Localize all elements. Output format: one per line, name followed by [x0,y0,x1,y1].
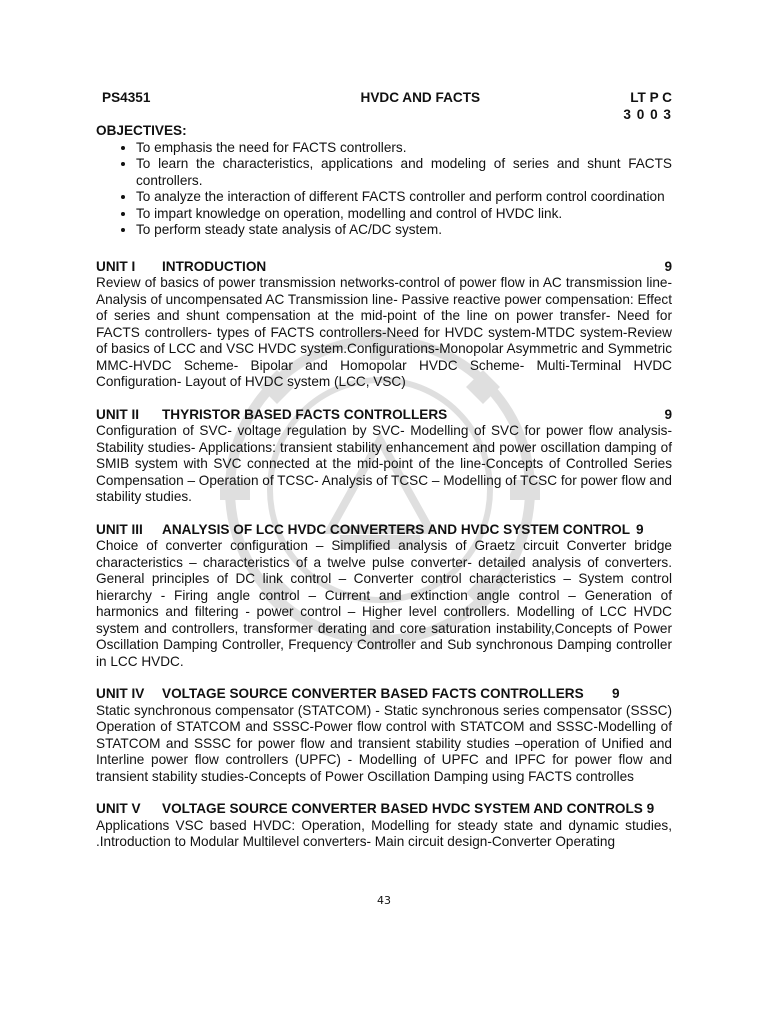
unit-hours: 9 [636,521,644,537]
unit-name: ANALYSIS OF LCC HVDC CONVERTERS AND HVDC SYSTEM CONTROL [162,521,631,537]
unit-number: UNIT II [96,406,140,422]
objective-item: • To analyze the interaction of different FACTS controller and perform control coordination [136,189,672,206]
ltpc-values: 3 0 0 3 [623,106,672,122]
course-header [96,90,672,107]
unit-body: Applications VSC based HVDC: Operation, Modelling for steady state and dynamic studies, .Introduction to Modular Multilevel converters- Main circuit design-Converter Operating [96,817,672,849]
unit-section [96,686,672,785]
unit-number: UNIT I [96,258,136,274]
unit-body: Static synchronous compensator (STATCOM) - Static synchronous series compensator (SSSC) Operation of STATCOM and SSSC-Power flow control with STATCOM and SSSC-Modelling of STATCOM and SSSC for power flow and transient stability studies –operation of Unified and Interline power flow controllers (UPFC) - Modelling of UPFC and IPFC for power flow and transient stability studies-Concepts of Power Oscillation Damping using FACTS controlles [96,702,672,784]
unit-number: UNIT V [96,801,141,816]
unit-number: UNIT III [96,521,143,537]
unit-hours: 9 [664,406,672,422]
unit-heading [96,407,672,424]
unit-heading [96,259,672,276]
unit-hours: 9 [612,686,620,701]
page-number: 43 [377,894,391,907]
unit-name: THYRISTOR BASED FACTS CONTROLLERS [162,406,448,422]
objective-item: • To impart knowledge on operation, modelling and control of HVDC link. [136,206,672,223]
unit-name: INTRODUCTION [162,258,267,274]
unit-section [96,259,672,391]
unit-section [96,407,672,506]
objective-item: • To emphasis the need for FACTS controllers. [136,140,672,157]
unit-heading [96,801,672,818]
unit-body: Configuration of SVC- voltage regulation by SVC- Modelling of SVC for power flow analysis-Stability studies- Applications: transient stability enhancement and power oscillation damping of SMIB system with SVC connected at the mid-point of the line-Concepts of Controlled Series Compensation – Operation of TCSC- Analysis of TCSC – Modelling of TCSC for power flow and stability studies. [96,423,672,504]
unit-section [96,522,672,671]
course-code: PS4351 [102,90,151,105]
objective-item: • To learn the characteristics, applications and modeling of series and shunt FACTS controllers. [136,156,672,189]
unit-body: Review of basics of power transmission networks-control of power flow in AC transmission line- Analysis of uncompensated AC Transmission line- Passive reactive power compensation: Effect of series and shunt compensation at the mid-point of the line on power transfer- Need for FACTS controllers- types of FACTS controllers-Need for HVDC system-MTDC system-Review of basics of LCC and VSC HVDC system.Configurations-Monopolar Asymmetric and Symmetric MMC-HVDC Scheme- Bipolar and Homopolar HVDC Scheme- Multi-Terminal HVDC Configuration- Layout of HVDC system (LCC, VSC) [96,275,672,389]
unit-body: Choice of converter configuration – Simplified analysis of Graetz circuit Converter bridge characteristics – characteristics of a twelve pulse converter- detailed analysis of converters. General principles of DC link control – Converter control characteristics – System control hierarchy - Firing angle control – Current and extinction angle control – Generation of harmonics and filtering - power control – Higher level controllers. Modelling of LCC HVDC system and controllers, transformer derating and core saturation instability,Concepts of Power Oscillation Damping Controller, Frequency Controller and Sub synchronous Damping controller in LCC HVDC. [96,538,672,669]
unit-heading [96,686,672,703]
unit-section [96,801,672,851]
objectives-title: OBJECTIVES: [96,123,187,138]
objectives-list [96,140,672,239]
syllabus-page [96,90,672,851]
unit-name: VOLTAGE SOURCE CONVERTER BASED FACTS CONTROLLERS [162,686,584,701]
ltpc-label: LT P C [630,90,672,105]
unit-heading [96,522,672,539]
ltpc-values-row [96,107,672,124]
course-title: HVDC AND FACTS [360,90,481,105]
unit-name: VOLTAGE SOURCE CONVERTER BASED HVDC SYSTEM AND CONTROLS 9 [162,801,655,816]
unit-number: UNIT IV [96,686,145,701]
unit-hours: 9 [664,258,672,274]
objective-item: • To perform steady state analysis of AC/DC system. [136,222,672,239]
